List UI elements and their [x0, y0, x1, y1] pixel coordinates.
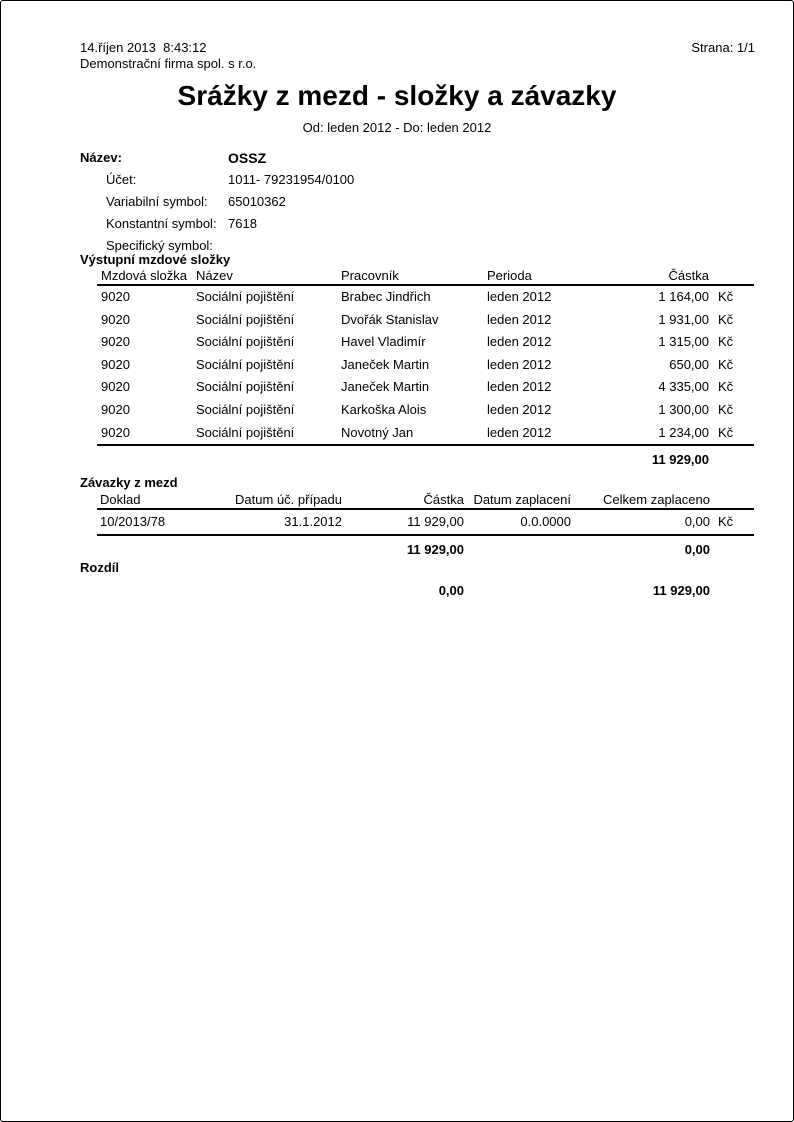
- report-title: Srážky z mezd - složky a závazky: [177, 80, 617, 111]
- cell-currency: Kč: [718, 401, 734, 417]
- account-value: 1011- 79231954/0100: [228, 172, 355, 187]
- liabilities-table-header: [97, 492, 754, 510]
- cell-currency: Kč: [718, 289, 734, 304]
- cell-amount: 1 315,00: [658, 334, 709, 350]
- table-row: [97, 331, 754, 354]
- cell-name: Sociální pojištění: [196, 424, 295, 440]
- liabilities-total-row: [97, 536, 754, 561]
- cell-amount: 11 929,00: [407, 514, 464, 529]
- cell-payment-date: 0.0.0000: [520, 514, 571, 529]
- liabilities-heading: Závazky z mezd: [80, 475, 178, 490]
- cell-amount: 1 234,00: [658, 424, 709, 440]
- recipient-field-row: [80, 213, 580, 235]
- cell-name: Sociální pojištění: [196, 401, 295, 417]
- difference-paid: 11 929,00: [652, 583, 710, 598]
- cell-code: 9020: [101, 289, 130, 304]
- cell-currency: Kč: [718, 334, 734, 350]
- components-total: 11 929,00: [651, 452, 709, 468]
- cell-code: 9020: [101, 311, 130, 327]
- cell-name: Sociální pojištění: [196, 311, 295, 327]
- cell-name: Sociální pojištění: [196, 334, 295, 350]
- col-header-worker: Pracovník: [341, 268, 399, 283]
- cell-amount: 650,00: [669, 356, 709, 372]
- cell-period: leden 2012: [487, 401, 552, 417]
- cell-code: 9020: [101, 424, 130, 440]
- col-header-posting-date: Datum úč. případu: [235, 492, 342, 507]
- components-total-row: [97, 446, 754, 471]
- col-header-document: Doklad: [100, 492, 141, 507]
- liabilities-table-body: [97, 510, 754, 536]
- company-name: Demonstrační firma spol. s r.o.: [80, 56, 257, 71]
- components-heading: Výstupní mzdové složky: [80, 252, 231, 267]
- recipient-block: [80, 147, 580, 257]
- cell-currency: Kč: [718, 311, 734, 327]
- cell-code: 9020: [101, 356, 130, 372]
- cell-amount: 1 931,00: [658, 311, 709, 327]
- cell-amount: 1 164,00: [658, 289, 709, 304]
- table-row: [97, 510, 754, 534]
- cell-name: Sociální pojištění: [196, 379, 295, 395]
- page-number: Strana: 1/1: [691, 40, 755, 55]
- col-header-amount: Částka: [668, 268, 709, 283]
- table-row: [97, 286, 754, 309]
- difference-row: [97, 577, 754, 602]
- recipient-name-value: OSSZ: [228, 150, 267, 166]
- cell-worker: Janeček Martin: [341, 379, 430, 395]
- components-table-body: [97, 286, 754, 446]
- cell-posting-date: 31.1.2012: [284, 514, 342, 529]
- liabilities-total-amount: 11 929,00: [406, 542, 464, 557]
- liabilities-total-paid: 0,00: [684, 542, 710, 557]
- recipient-name-row: [80, 147, 580, 169]
- cell-worker: Karkoška Alois: [341, 401, 427, 417]
- cell-currency: Kč: [718, 356, 734, 372]
- col-header-amount: Částka: [423, 492, 464, 507]
- cell-amount: 1 300,00: [658, 401, 709, 417]
- cell-period: leden 2012: [487, 289, 552, 304]
- constant-symbol-label: Konstantní symbol:: [106, 216, 217, 231]
- cell-name: Sociální pojištění: [196, 289, 295, 304]
- cell-amount: 4 335,00: [658, 379, 709, 395]
- components-table-header: [97, 268, 754, 286]
- variable-symbol-label: Variabilní symbol:: [106, 194, 208, 209]
- col-header-code: Mzdová složka: [101, 268, 187, 283]
- print-datetime: 14.říjen 2013 8:43:12: [80, 40, 207, 55]
- recipient-field-row: [80, 191, 580, 213]
- table-row: [97, 354, 754, 377]
- cell-period: leden 2012: [487, 334, 552, 350]
- col-header-name: Název: [196, 268, 233, 283]
- report-header-left: [80, 40, 256, 72]
- col-header-paid-total: Celkem zaplaceno: [603, 492, 710, 507]
- table-row: [97, 309, 754, 332]
- cell-period: leden 2012: [487, 379, 552, 395]
- cell-code: 9020: [101, 401, 130, 417]
- specific-symbol-value: [228, 235, 580, 257]
- account-label: Účet:: [106, 172, 137, 187]
- recipient-name-label: Název:: [80, 150, 122, 165]
- difference-values: [97, 577, 754, 602]
- cell-worker: Novotný Jan: [341, 424, 414, 440]
- specific-symbol-label: Specifický symbol:: [106, 238, 213, 253]
- cell-worker: Janeček Martin: [341, 356, 430, 372]
- cell-period: leden 2012: [487, 311, 552, 327]
- cell-name: Sociální pojištění: [196, 356, 295, 372]
- col-header-currency-spacer: [710, 492, 754, 508]
- cell-worker: Brabec Jindřich: [341, 289, 431, 304]
- cell-currency: Kč: [718, 514, 734, 529]
- constant-symbol-value: 7618: [228, 216, 257, 231]
- report-period: Od: leden 2012 - Do: leden 2012: [302, 120, 492, 135]
- cell-worker: Havel Vladimír: [341, 334, 426, 350]
- col-header-payment-date: Datum zaplacení: [473, 492, 571, 507]
- cell-period: leden 2012: [487, 356, 552, 372]
- recipient-field-row: [80, 169, 580, 191]
- cell-currency: Kč: [718, 424, 734, 440]
- cell-period: leden 2012: [487, 424, 552, 440]
- cell-currency: Kč: [718, 379, 734, 395]
- table-row: [97, 399, 754, 422]
- components-table: [97, 268, 754, 471]
- liabilities-table: [97, 492, 754, 561]
- cell-paid-total: 0,00: [684, 514, 710, 529]
- table-row: [97, 422, 754, 445]
- col-header-period: Perioda: [487, 268, 532, 283]
- cell-worker: Dvořák Stanislav: [341, 311, 439, 327]
- variable-symbol-value: 65010362: [228, 194, 286, 209]
- cell-code: 9020: [101, 379, 130, 395]
- cell-code: 9020: [101, 334, 130, 350]
- difference-amount: 0,00: [438, 583, 464, 598]
- difference-heading: Rozdíl: [80, 560, 119, 575]
- table-row: [97, 376, 754, 399]
- col-header-currency-spacer: [709, 268, 754, 284]
- cell-document: 10/2013/78: [100, 514, 166, 529]
